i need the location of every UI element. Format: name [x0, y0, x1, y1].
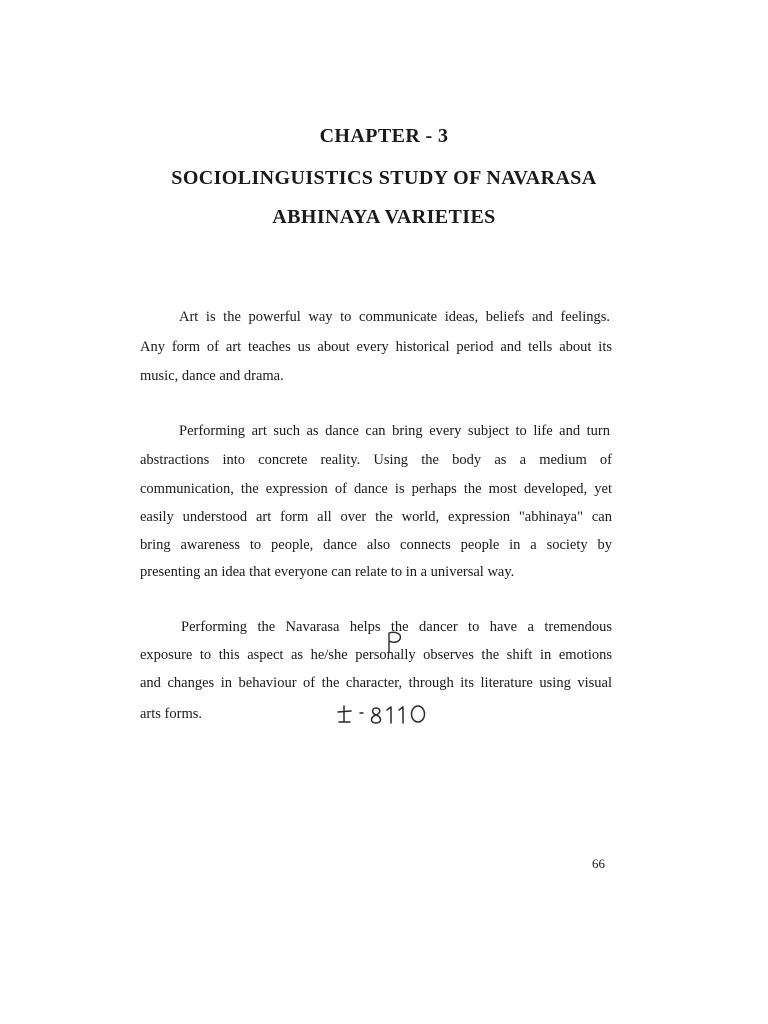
- paragraph-line: bring awareness to people, dance also connects people in a society by: [140, 537, 612, 553]
- paragraph-line: Art is the powerful way to communicate ideas, beliefs and feelings.: [179, 309, 610, 325]
- paragraph-line: arts forms.: [140, 706, 203, 722]
- handwritten-note: [336, 692, 446, 728]
- chapter-heading: CHAPTER - 3: [319, 125, 449, 147]
- paragraph-line: music, dance and drama.: [140, 368, 284, 384]
- paragraph-line: Performing art such as dance can bring every subject to life and turn: [179, 423, 610, 439]
- paragraph-line: exposure to this aspect as he/she personally observes the shift in emotions: [140, 647, 612, 663]
- chapter-title-line-2: ABHINAYA VARIETIES: [272, 206, 496, 228]
- paragraph-line: communication, the expression of dance is perhaps the most developed, yet: [140, 481, 612, 497]
- chapter-title-line-1: SOCIOLINGUISTICS STUDY OF NAVARASA: [171, 167, 597, 189]
- paragraph-line: Performing the Navarasa helps the dancer to have a tremendous: [181, 619, 612, 635]
- paragraph-line: and changes in behaviour of the character, through its literature using visual: [140, 675, 612, 691]
- paragraph-line: abstractions into concrete reality. Using the body as a medium of: [140, 452, 612, 468]
- handwritten-correction-mark: [384, 630, 406, 654]
- page-number: 66: [592, 856, 605, 871]
- paragraph-line: presenting an idea that everyone can relate to in a universal way.: [140, 564, 515, 580]
- paragraph-line: easily understood art form all over the world, expression "abhinaya" can: [140, 509, 612, 525]
- paragraph-line: Any form of art teaches us about every historical period and tells about its: [140, 339, 612, 355]
